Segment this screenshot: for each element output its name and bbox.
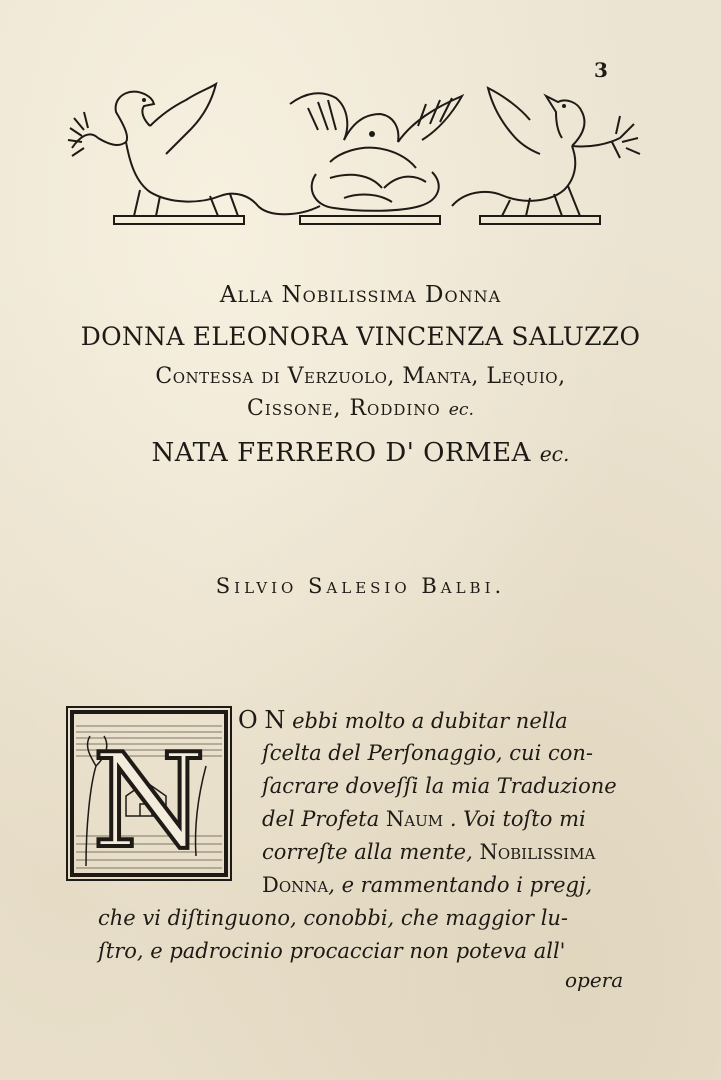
letter-line-8: ſtro, e padrocinio procacciar non poteva all'	[98, 939, 566, 963]
dedication-line-4-abbr: ec.	[448, 400, 474, 420]
dedication-line-2: DONNA ELEONORA VINCENZA SALUZZO	[80, 322, 641, 351]
letter-line-1-b: N	[264, 706, 286, 734]
page-number: 3	[594, 58, 608, 82]
letter-line-5	[262, 836, 595, 868]
letter-line-1-c: ebbi molto a dubitar nella	[292, 709, 568, 733]
letter-line-5-b: Nobilissima	[479, 840, 596, 864]
catchword: opera	[565, 968, 624, 992]
woodcut-initial-N-landscape-icon	[66, 706, 232, 881]
letter-line-4	[262, 803, 586, 835]
letter-line-7: che vi diſtinguono, conobbi, che maggior lu-	[98, 906, 569, 930]
initial-letter: N	[92, 725, 206, 877]
letter-line-2: ſcelta del Perſonaggio, cui con-	[262, 741, 593, 765]
letter-line-3: ſacrare doveſſi la mia Traduzione	[262, 774, 617, 798]
letter-line-4-a: del Profeta	[262, 807, 380, 831]
letter-line-1	[238, 704, 568, 737]
dedication-line-3: Contessa di Verzuolo, Manta, Lequio,	[155, 364, 566, 389]
griffins-and-eagle-ornament-icon	[60, 78, 650, 238]
letter-line-6-b: , e rammentando i pregj,	[328, 873, 593, 897]
letter-line-5-a: correſte alla mente,	[262, 840, 473, 864]
letter-line-6	[262, 869, 592, 901]
dedication-line-5	[0, 438, 721, 468]
letter-line-1-a: O	[238, 706, 258, 734]
letter-line-4-b: Naum	[385, 807, 444, 831]
dedication-line-4-main: Cissone, Roddino	[247, 396, 441, 421]
letter-line-6-a: Donna	[262, 873, 329, 897]
dedication-line-5-abbr: ec.	[539, 442, 570, 466]
dedication-line-1: Alla Nobilissima Donna	[219, 282, 502, 308]
author-signature: Silvio Salesio Balbi.	[215, 574, 506, 598]
dedication-line-4	[0, 396, 721, 421]
dedication-line-5-main: NATA FERRERO D' ORMEA	[151, 438, 531, 468]
letter-line-4-c: . Voi toſto mi	[449, 807, 586, 831]
